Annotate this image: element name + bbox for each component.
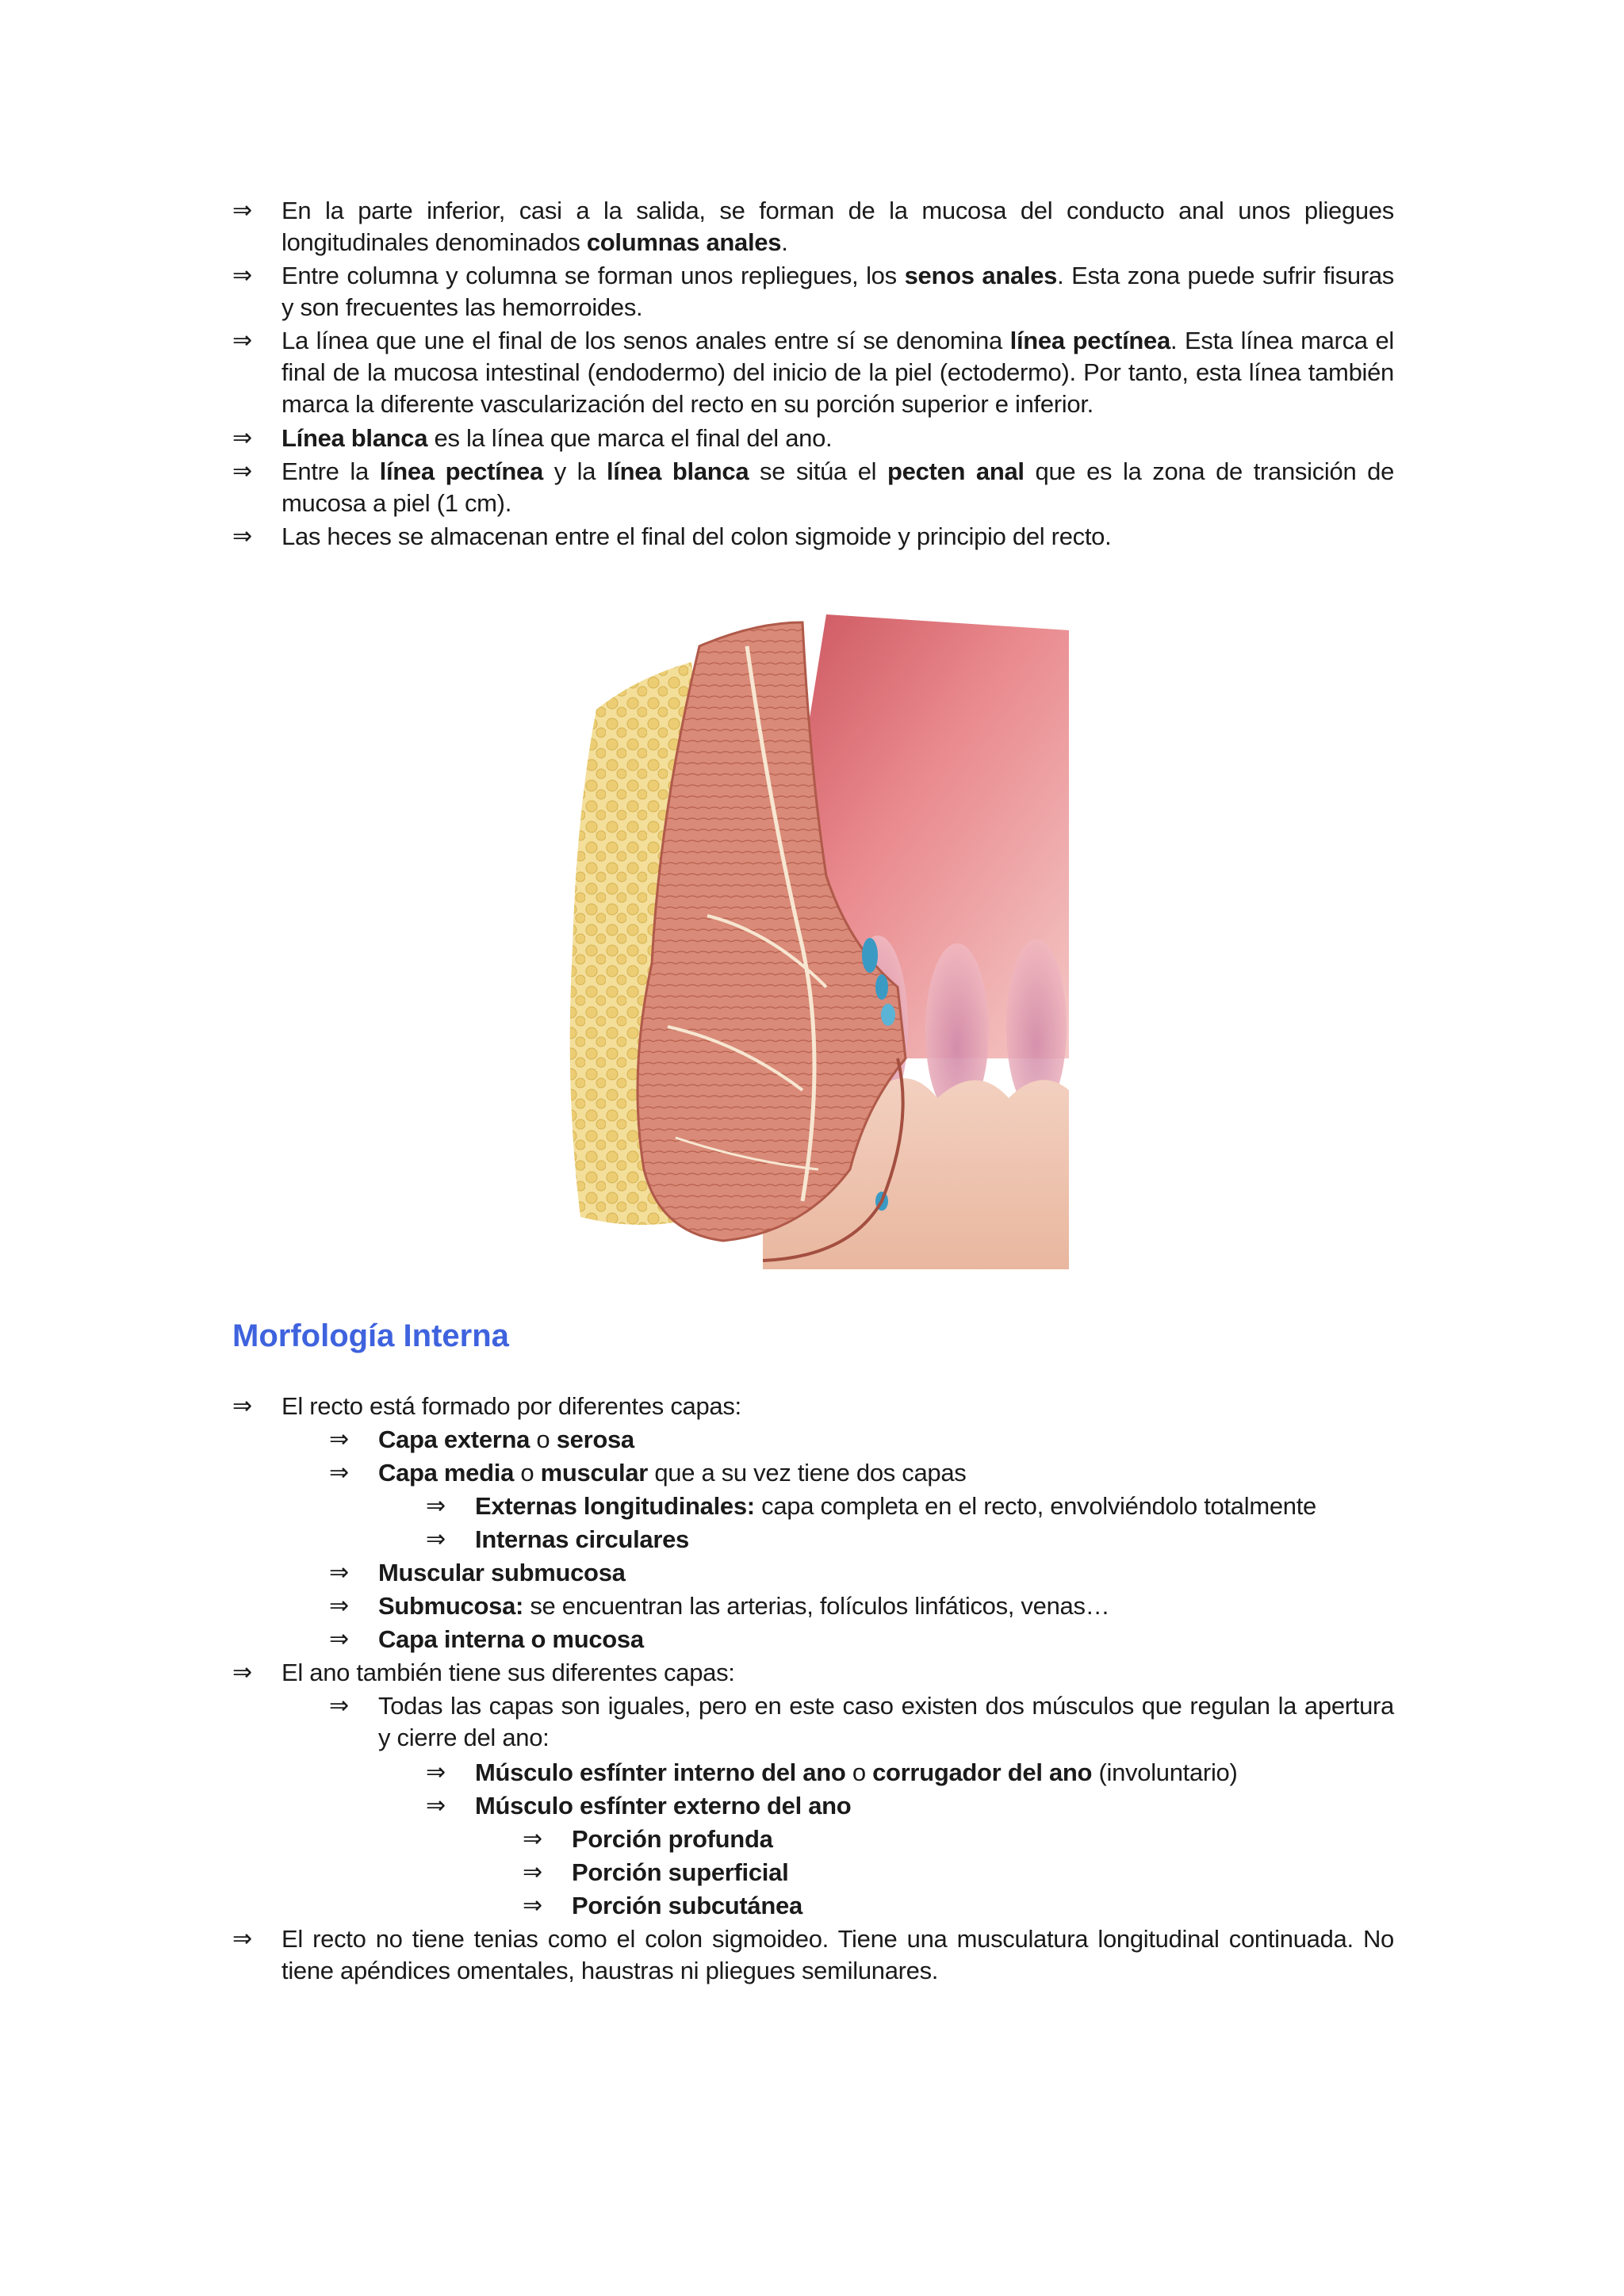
bottom-bullet-item-level-2	[426, 1757, 1394, 1789]
bullet-text	[572, 1823, 1394, 1855]
bold-term: Músculo esfínter interno del ano	[475, 1758, 846, 1786]
anal-canal-illustration	[565, 614, 1069, 1269]
bold-term: corrugador del ano	[872, 1758, 1093, 1786]
text-segment: que es la zona de transición de mucosa a piel (1 cm).	[282, 457, 1395, 517]
section-heading: Morfología Interna	[232, 1318, 509, 1353]
bottom-bullet-item-level-1	[329, 1424, 1394, 1456]
top-bullet-item	[232, 521, 1394, 553]
text-segment: En la parte inferior, casi a la salida, se forman de la mucosa del conducto anal unos pliegues longitudinales denominados	[282, 197, 1394, 256]
top-bullet-item	[232, 325, 1394, 420]
arrow-bullet-icon: ⇒	[232, 1925, 253, 1953]
text-segment: (involuntario)	[1092, 1758, 1238, 1786]
text-segment: El ano también tiene sus diferentes capas:	[282, 1659, 735, 1686]
text-segment: La línea que une el final de los senos anales entre sí se denomina	[282, 327, 1010, 354]
bottom-bullet-item-level-1	[329, 1557, 1394, 1589]
arrow-bullet-icon: ⇒	[426, 1525, 446, 1553]
text-segment: El recto no tiene tenias como el colon sigmoideo. Tiene una musculatura longitudinal continuada. No tiene apéndices omentales, haustras ni pliegues semilunares.	[282, 1925, 1394, 1984]
bold-term: serosa	[556, 1425, 634, 1453]
arrow-bullet-icon: ⇒	[426, 1758, 446, 1786]
bullet-text	[282, 260, 1394, 323]
bold-term: Muscular submucosa	[378, 1559, 626, 1586]
text-segment: capa completa en el recto, envolviéndolo totalmente	[754, 1492, 1316, 1520]
bottom-bullet-item-level-1	[329, 1590, 1394, 1622]
text-segment: o	[845, 1758, 873, 1786]
arrow-bullet-icon: ⇒	[523, 1858, 543, 1886]
bold-term: Submucosa:	[378, 1592, 524, 1620]
arrow-bullet-icon: ⇒	[329, 1459, 350, 1487]
bottom-bullet-item-level-0	[232, 1923, 1394, 1987]
arrow-bullet-icon: ⇒	[523, 1825, 543, 1853]
bullet-text	[378, 1690, 1394, 1754]
bottom-bullet-item-level-2	[426, 1524, 1394, 1556]
bold-term: Capa interna o mucosa	[378, 1625, 644, 1653]
text-segment: se encuentran las arterias, folículos linfáticos, venas…	[523, 1592, 1110, 1620]
arrow-bullet-icon: ⇒	[232, 424, 253, 452]
arrow-bullet-icon: ⇒	[426, 1492, 446, 1520]
bullet-text	[282, 1923, 1394, 1987]
arrow-bullet-icon: ⇒	[329, 1425, 350, 1453]
bold-term: Porción superficial	[572, 1858, 789, 1886]
bullet-text	[378, 1424, 1394, 1456]
bold-term: columnas anales	[586, 228, 782, 256]
text-segment: El recto está formado por diferentes capas:	[282, 1392, 741, 1420]
bold-term: Porción profunda	[572, 1825, 773, 1853]
bullet-text	[282, 195, 1394, 258]
bottom-bullet-item-level-0	[232, 1391, 1394, 1422]
bullet-text	[378, 1457, 1394, 1489]
bullet-text	[378, 1590, 1394, 1622]
bold-term: Capa externa	[378, 1425, 530, 1453]
bullet-text	[282, 325, 1394, 420]
bottom-bullet-item-level-1	[329, 1457, 1394, 1489]
top-bullet-item	[232, 456, 1394, 519]
bottom-bullet-item-level-1	[329, 1690, 1394, 1754]
arrow-bullet-icon: ⇒	[329, 1692, 350, 1720]
text-segment: o	[530, 1425, 557, 1453]
bullet-text	[282, 423, 1394, 454]
arrow-bullet-icon: ⇒	[232, 197, 253, 224]
bold-term: Músculo esfínter externo del ano	[475, 1792, 852, 1820]
top-bullet-item	[232, 195, 1394, 258]
text-segment: Las heces se almacenan entre el final del colon sigmoide y principio del recto.	[282, 522, 1112, 550]
text-segment: . Esta línea marca el final de la mucosa intestinal (endodermo) del inicio de la piel (ectodermo). Por tanto, esta línea también marca la diferente vascularización del recto en su porción superior e inferior.	[282, 327, 1394, 418]
top-bullet-item	[232, 260, 1394, 323]
bold-term: línea pectínea	[379, 457, 543, 485]
arrow-bullet-icon: ⇒	[329, 1625, 350, 1653]
bullet-text	[572, 1890, 1394, 1922]
arrow-bullet-icon: ⇒	[523, 1892, 543, 1919]
bold-term: senos anales	[904, 262, 1058, 289]
arrow-bullet-icon: ⇒	[232, 1392, 253, 1420]
text-segment: Todas las capas son iguales, pero en este caso existen dos músculos que regulan la apertura y cierre del ano:	[378, 1692, 1394, 1751]
text-segment: .	[781, 228, 788, 256]
text-segment: Entre columna y columna se forman unos repliegues, los	[282, 262, 905, 289]
arrow-bullet-icon: ⇒	[232, 457, 253, 485]
text-segment: y la	[542, 457, 607, 485]
bottom-bullet-item-level-2	[426, 1490, 1394, 1522]
text-segment: se sitúa el	[749, 457, 888, 485]
bottom-bullet-item-level-3	[523, 1890, 1394, 1922]
arrow-bullet-icon: ⇒	[232, 327, 253, 354]
top-bullet-item	[232, 423, 1394, 454]
bullet-text	[475, 1757, 1394, 1789]
arrow-bullet-icon: ⇒	[329, 1592, 350, 1620]
bullet-text	[378, 1557, 1394, 1589]
bullet-text	[282, 1657, 1394, 1689]
arrow-bullet-icon: ⇒	[232, 262, 253, 289]
bold-term: Internas circulares	[475, 1525, 690, 1553]
bottom-bullet-item-level-2	[426, 1790, 1394, 1822]
bottom-bullet-item-level-1	[329, 1624, 1394, 1655]
bottom-bullet-item-level-3	[523, 1823, 1394, 1855]
bullet-text	[475, 1790, 1394, 1822]
arrow-bullet-icon: ⇒	[329, 1559, 350, 1586]
bullet-text	[282, 521, 1394, 553]
text-segment: . Esta zona puede sufrir fisuras y son frecuentes las hemorroides.	[282, 262, 1395, 321]
bold-term: muscular	[540, 1459, 649, 1487]
bold-term: línea blanca	[606, 457, 749, 485]
arrow-bullet-icon: ⇒	[232, 1659, 253, 1686]
text-segment: Entre la	[282, 457, 380, 485]
bold-term: Línea blanca	[282, 424, 428, 452]
bullet-text	[572, 1857, 1394, 1888]
arrow-bullet-icon: ⇒	[232, 522, 253, 550]
bold-term: Capa media	[378, 1459, 515, 1487]
bold-term: Externas longitudinales:	[475, 1492, 755, 1520]
bold-term: Porción subcutánea	[572, 1892, 802, 1919]
bottom-bullet-item-level-3	[523, 1857, 1394, 1888]
text-segment: o	[514, 1459, 541, 1487]
bottom-bullet-item-level-0	[232, 1657, 1394, 1689]
bold-term: línea pectínea	[1009, 327, 1170, 354]
bullet-text	[378, 1624, 1394, 1655]
bullet-text	[475, 1490, 1394, 1522]
text-segment: que a su vez tiene dos capas	[648, 1459, 967, 1487]
bold-term: pecten anal	[887, 457, 1025, 485]
bullet-text	[282, 1391, 1394, 1422]
bullet-text	[282, 456, 1394, 519]
bullet-text	[475, 1524, 1394, 1556]
text-segment: es la línea que marca el final del ano.	[427, 424, 833, 452]
arrow-bullet-icon: ⇒	[426, 1792, 446, 1820]
